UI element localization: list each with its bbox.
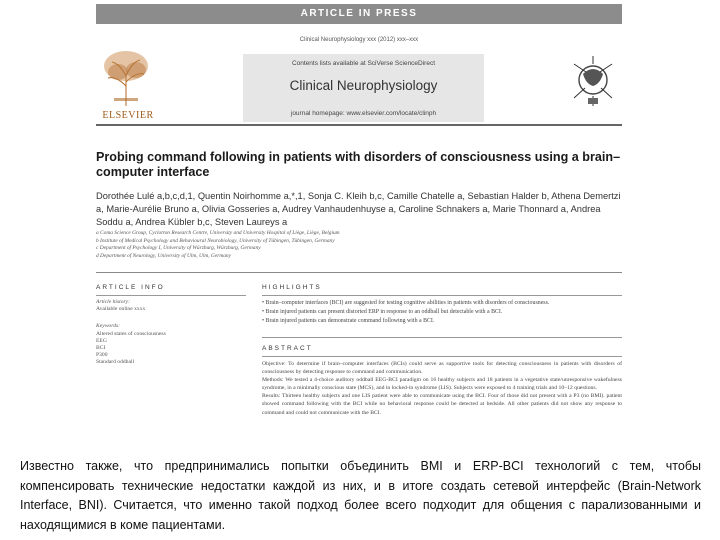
abstract-body [262, 360, 622, 417]
article-info-block [96, 299, 246, 367]
abstract-methods: Methods: We tested a 4-choice auditory oddball EEG-BCI paradigm on 16 healthy subjects and 18 patients in a vegetative state/unresponsive wakefulness syndrome, in a minimally conscious state (MCS), and in locked-in syndrome (LIS). Subjects were exposed to 4 training trials and 10–12 questions. [262, 377, 622, 392]
keyword-item: P300 [96, 352, 108, 359]
slide-caption: Известно также, что предпринимались попытки объединить BMI и ERP-BCI технологий с тем, чтобы компенсировать технические недостатки каждой из них, и в итоге создать сетевой интерфейс (Brain-Network Interface, BNI). Считается, что именно такой подход более всего подходит для общения с парализованными и находящимися в коме пациентами. [20, 459, 701, 532]
affiliation-line: d Department of Neurology, University of Ulm, Ulm, Germany [96, 252, 231, 259]
author-list: Dorothée Lulé a,b,c,d,1, Quentin Noirhomme a,*,1, Sonja C. Kleih b,c, Camille Chatelle a, Sebastian Halder b, Athena Demertzi a, Marie-Aurélie Bruno a, Olivia Gosseries a, Audrey Vanhaudenhuyse a, Caroline Schnakers a, Marie Thonnard a, Andrea Soddu a, Andrea Kübler b,c, Steven Laureys a [96, 191, 621, 227]
highlight-item: • Brain injured patients can present distorted ERP in response to an oddball but detectable with a BCI. [262, 308, 503, 315]
section-rule [96, 272, 622, 273]
header-rule [96, 124, 622, 126]
elsevier-wordmark: ELSEVIER [102, 110, 154, 121]
affiliation-line: a Coma Science Group, Cyclotron Research Centre, University and University Hospital of Liège, Liège, Belgium [96, 230, 340, 236]
keywords-label: Keywords: [96, 323, 121, 330]
abstract-results: Results: Thirteen healthy subjects and one LIS patient were able to communicate using the BCI. Four of those did not present with a P3 (no BMI). patient showed command following with the BCI while no behavioral response could be detected at bedside. All other patients did not show any response to command and could not communicate with the BCI. [262, 393, 622, 416]
journal-cover-image [570, 54, 616, 110]
abstract-rule [262, 356, 622, 357]
elsevier-tree-logo [98, 46, 154, 108]
highlight-item: • Brain–computer interfaces (BCI) are suggested for testing cognitive abilities in patients with disorders of consciousness. [262, 300, 550, 306]
journal-homepage: journal homepage: www.elsevier.com/locate/clinph [290, 110, 437, 117]
keyword-item: BCI [96, 345, 106, 352]
highlights-list [262, 299, 622, 325]
article-info-rule [96, 295, 246, 296]
abstract-heading: ABSTRACT [262, 345, 313, 352]
affiliation-line: b Institute of Medical Psychology and Behavioural Neurobiology, University of Tübingen, Tübingen, Germany [96, 237, 335, 244]
highlight-item: • Brain injured patients can demonstrate command following with a BCI. [262, 317, 435, 324]
article-info-heading: ARTICLE INFO [96, 284, 165, 291]
highlights-heading: HIGHLIGHTS [262, 284, 322, 291]
keyword-item: Standard oddball [96, 359, 135, 366]
contents-line: Contents lists available at SciVerse ScienceDirect [291, 60, 436, 67]
affiliations [96, 230, 616, 260]
keyword-item: Altered states of consciousness [96, 330, 166, 337]
keyword-item: EEG [96, 337, 107, 344]
article-in-press-banner: ARTICLE IN PRESS [96, 4, 622, 24]
journal-citation: Clinical Neurophysiology xxx (2012) xxx–xxx [299, 37, 419, 43]
paper-title: Probing command following in patients with disorders of consciousness using a brain–computer interface [96, 150, 621, 179]
history-value: Available online xxxx [96, 306, 146, 313]
abstract-objective: Objective: To determine if brain–computer interfaces (BCIs) could serve as supportive tools for detecting consciousness in patients with disorders of consciousness by detecting response to command and communication. [262, 361, 622, 376]
affiliation-line: c Department of Psychology I, University of Würzburg, Würzburg, Germany [96, 245, 261, 252]
highlights-rule [262, 295, 622, 296]
history-label: Article history: [96, 299, 131, 305]
abstract-top-rule [262, 337, 622, 338]
journal-title: Clinical Neurophysiology [289, 78, 438, 93]
